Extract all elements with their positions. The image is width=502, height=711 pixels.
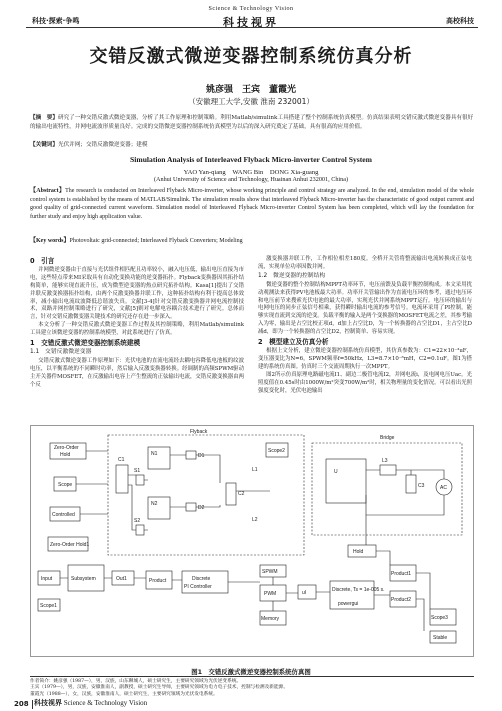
out1-label: Out1	[116, 576, 127, 582]
full-bridge-block	[326, 459, 366, 503]
capacitor-c2	[226, 483, 236, 505]
abstract-text: 研究了一种交错反激式微逆变器，分析了其工作原理和控制策略。利用Matlab/simulink工具搭建了整个控制系统仿真模型。仿真结果表明交错反激式微逆变器具有很好的输出电流特性，并网电流波形质量良好。完成的交错微逆变器控制系统仿真模型为以后的深入研究奠定了基础，具有很高的应用价值。	[30, 115, 474, 130]
footer-divider	[32, 700, 33, 709]
zero-order-label: Zero-Order	[54, 445, 79, 451]
bridge-label: Bridge	[380, 435, 395, 441]
article-authors: 姚彦强 王宾 董霞光	[205, 85, 296, 95]
discrete-label: Discrete	[192, 576, 211, 582]
hold-right-label: Hold	[353, 549, 364, 555]
english-affiliation: (Anhui University of Science and Technology, Huainan Anhui 232001, China)	[153, 176, 349, 183]
paragraph: 本文分析了一种交错反激式微逆变器工作过程及其控制策略，利用Matlab/simulink工具建立该微逆变器的控制系统模型，对此系统进行了仿真。	[30, 322, 244, 337]
s1-label: S1	[134, 468, 141, 474]
abstract-label: 【摘 要】	[30, 115, 58, 121]
page-number: 208	[14, 700, 29, 708]
spwm-label: SPWM	[262, 569, 278, 575]
powergui-label: powergui	[338, 601, 359, 607]
scope2-label: Scope2	[268, 448, 285, 454]
english-title: Simulation Analysis of Interleaved Flyback Micro-inverter Control System	[130, 155, 372, 164]
inductor-l3	[380, 465, 396, 475]
footer-journal-cn: 科技视界	[34, 699, 62, 707]
grid-wires	[366, 470, 444, 515]
section-1-heading: 1 交错反激式微逆变器控制系统建模	[30, 339, 141, 348]
controlled-label: Controlled	[52, 512, 75, 518]
d2-label: D2	[198, 505, 205, 511]
u-label: U	[334, 469, 338, 475]
flyback-label: Flyback	[190, 429, 208, 435]
stable-label: Stable	[433, 635, 448, 641]
header-section-label: 高校科技	[446, 17, 474, 25]
c3-label: C3	[418, 483, 425, 489]
simulink-model-figure	[30, 425, 474, 657]
article-affiliation: （安徽理工大学,安徽 淮南 232001）	[188, 97, 314, 106]
discrete-ts-label: Discrete, Ts = 1e-005 s.	[332, 587, 385, 593]
figure-caption: 图1 交错反激式微逆变器控制系统仿真图	[191, 668, 311, 676]
english-keywords-label: 【Key words】	[30, 238, 70, 244]
footer-journal	[34, 698, 147, 708]
product2-label: Product2	[391, 597, 412, 603]
switch-s2	[136, 525, 144, 535]
pwm-label: PWM	[264, 591, 277, 597]
c1-label: C1	[118, 457, 125, 463]
footer-journal-en: Science & Technology Vision	[63, 699, 148, 707]
footnote-line: 王宾（1979—），男，汉族，安徽淮南人，副教授，硕士研究生导师，主要研究领域为电力电子技术，控制与检测及新能源。	[30, 685, 289, 691]
paragraph: 并网微逆变器由于直接与光伏组件相匹配且功率较小，融入电压低，输出电压直接为市电，这些特点带来MI采取具有自动化变换功能的逆变器拓扑。Flyback变换器因其拓扑结构简单，能够实现直流升压，成为微型逆变器的热点研究拓扑结构。Kasa[1]提出了交错并联反激变换器拓扑结构，由两个反激变换器并联工作，这种拓扑结构有利于提高总体效率，减小输出电流纹波降低总谐波失真。文献[3-4]针对交错反激变换器并网电流控制技术，双路并网控制策略进行了研究，文献[5]则对电解电容耦合技术进行了研究。总体而言，针对交错反激微变器关键技术的研究还存在进一步深入。	[30, 266, 244, 321]
footnote-line: 董霞光（1988—），女，汉族，安徽淮南人，硕士研究生，主要研究领域为光伏发电系统。	[30, 691, 218, 697]
header-english-title: Science & Technology Vision	[208, 6, 294, 12]
paragraph: 交错反激式微逆变器工作原理如下：光伏电池的直流电流经去耦电容降低电池板的纹波电压，以平衡系统的不同瞬时功率，然后输入反激变换器转换。经调制的高频SPWM驱动主开关器件MOSFET，在反激输出电容上产生整流的正弦输出电流，交错反激变换器由两个反	[30, 357, 244, 388]
header-rule	[26, 27, 478, 28]
scope-label: Scope	[58, 482, 73, 488]
d1-label: D1	[198, 453, 205, 459]
l2-label: L2	[252, 517, 258, 523]
paragraph: 图2所示仿真原理电路磁电流I1、副边二极管电流I2，并网电流i，及电网电压Uac。光照度值在0.45s时由1000W/m²突变700W/m²时，相关物理量的变化情况。可以看出光照强度变化时，光伏电池输出	[258, 371, 472, 394]
paragraph: 激变换器并联工作，工作相位相差180度。全桥开关管将整流输出电流转换成正弦电流，实现单位功率因数并网。	[258, 256, 472, 270]
pi-controller-label: PI Controller	[184, 584, 212, 590]
english-abstract-text: The research is conducted on Interleaved Flyback Micro-inverter, whose working principle and control strategy are analyzed. In the end, simulation model of the whole control system is established by the means of MATLAB/Simulink. The simulation results show that interleaved Flyback Micro-inverter has the characteristic of good output current and good quality of grid-connected current waveform. Simulation model of Interleaved Flyback Micro-inverter Control System has been completed, which will lay the foundation for further study and enjoy high application value.	[30, 188, 474, 220]
header-journal-title: 科技视界	[223, 16, 279, 29]
article-title: 交错反激式微逆变器控制系统仿真分析	[89, 46, 413, 67]
memory-label: Memory	[261, 616, 280, 622]
subsystem-label: Subsystem	[71, 576, 96, 582]
english-abstract	[30, 187, 474, 221]
english-keywords-text: Photovoltaic grid-connected; Interleaved Flyback Converters; Modeling	[69, 238, 243, 244]
s2-label: S2	[134, 518, 141, 524]
footnote-rule	[30, 676, 474, 677]
chinese-abstract	[30, 114, 474, 131]
input-label: Input	[41, 576, 53, 582]
product-label: Product	[149, 578, 167, 584]
capacitor-c3	[406, 475, 416, 493]
diode-d2	[186, 503, 196, 511]
paragraph: 微逆变器的整个控制结构MPPT功率环节，电压前馈及负载平衡控制构成。本文采用扰动观测法来获得PV电池板最大功率。功率开关管输出作为直流电压环的参考，通过电压环和电压前节来搜索光伏电池的最大功率，实现光伏并网系统MPPT运行。电压环的输出与电网电压的同步正弦信号相乘，获得瞬时输出电流的参考信号。电流环采用了PI控制，能够实现直流到交流的逆变。负载平衡的输入是两个变换器的MOSFET电流之差，其参考输入为零，输出是占空比校正项d，d加上占空比D，为一个转换器的占空比D1，主占空比D减d，即为一个转换器的占空比D2，控制简单、容易实现。	[258, 281, 472, 336]
dc-source-block	[116, 465, 128, 493]
chinese-keywords	[30, 140, 474, 148]
author-footnotes	[30, 679, 474, 698]
section-2-heading: 2 模型建立及仿真分析	[258, 338, 329, 347]
right-column	[258, 256, 472, 395]
signal-wires	[60, 451, 182, 580]
feedback-wires	[366, 515, 390, 565]
zero-order-hold1-label: Zero-Order Hold1	[50, 542, 90, 548]
figure-frame	[31, 426, 474, 657]
subsection-1-1-heading: 1.1 交错反激微逆变器	[30, 348, 92, 355]
keywords-label: 【关键词】	[30, 142, 58, 148]
keywords-text: 光伏并网；交错反激微逆变器；建模	[57, 142, 148, 148]
switch-s1	[136, 475, 144, 485]
english-keywords	[30, 235, 474, 244]
scope3-label: Scope3	[431, 615, 448, 621]
product1-label: Product1	[391, 571, 412, 577]
ui-label: uI	[302, 590, 307, 596]
subsection-1-2-heading: 1.2 微逆变器的控制结构	[258, 272, 326, 279]
c2-label: C2	[238, 491, 245, 497]
diode-d1	[186, 451, 196, 459]
ui-block	[298, 585, 316, 599]
l1-label: L1	[252, 467, 258, 473]
l3-label: L3	[382, 458, 388, 464]
section-0-heading: 0 引言	[30, 257, 55, 265]
header-column-label: 科技·探索·争鸣	[32, 17, 80, 25]
footnote-line: 作者简介：姚彦强（1987—），男，汉族，山东聊城人，硕士研究生，主要研究领域为光伏逆变系统。	[30, 679, 242, 684]
english-abstract-label: 【Abstract】	[30, 188, 66, 194]
left-column	[30, 256, 244, 390]
english-authors: YAO Yan-qiang WANG Bin DONG Xia-guang	[183, 169, 319, 176]
ac-label: AC	[440, 485, 447, 491]
n1-label: N1	[151, 451, 158, 457]
n2-label: N2	[151, 501, 158, 507]
hold-label: Hold	[60, 452, 71, 458]
scope1-label: Scope1	[40, 603, 57, 609]
paragraph: 根据上文分析，建立微逆变器控制系统仿真模型，其仿真参数为：C1=22×10⁻³uF，变压器变比为N=6，SPWM频率f=50kHz，L3=8.7×10⁻⁶mH，C2=0.1uF。图1为搭建的系统仿真图。仿真时三个交流周期执行一次MPPT。	[258, 347, 472, 370]
